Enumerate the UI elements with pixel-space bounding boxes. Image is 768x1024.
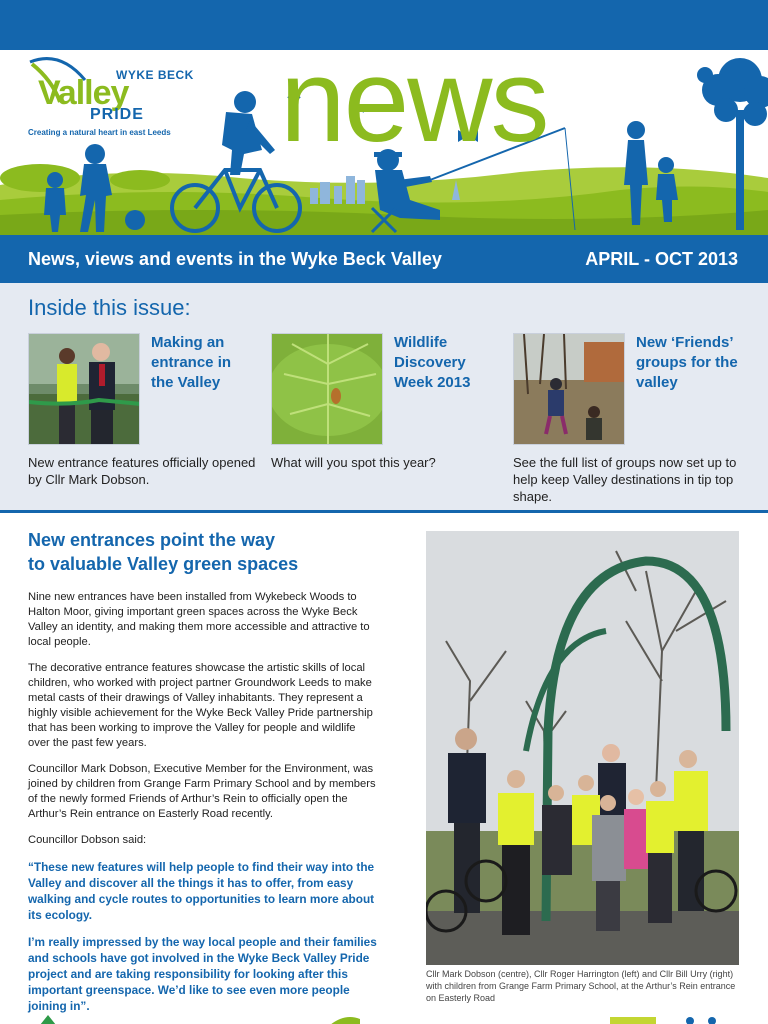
main-article bbox=[28, 528, 380, 1024]
logo-tagline: Creating a natural heart in east Leeds bbox=[28, 128, 171, 137]
inside-this-issue-title: Inside this issue: bbox=[28, 295, 191, 320]
teaser-wildlife-week[interactable] bbox=[271, 333, 501, 503]
article-paragraph: Nine new entrances have been installed from Wykebeck Woods to Halton Moor, giving important green spaces across the Wyke Beck Valley an identity, and making them more accessible and attractive to local people. bbox=[28, 591, 370, 648]
article-paragraph: The decorative entrance features showcase the artistic skills of local children, who worked with project partner Groundwork Leeds to make metal casts of their drawings of Valley inhabitants. They represent a highly visible achievement for the Wyke Beck Valley Pride partnership that has been working to improve the Valley for people and wildlife over the past few years. bbox=[28, 662, 373, 749]
article-quote: “These new features will help people to find their way into the Valley and discover all the things it has to offer, from easy walking and cycle routes to opportunities to learn more about its ecology. bbox=[28, 860, 375, 922]
teaser-wildlife-description: What will you spot this year? bbox=[271, 455, 436, 470]
entrance-opening-photo bbox=[426, 531, 739, 965]
top-color-strip bbox=[0, 0, 768, 50]
masthead-banner bbox=[0, 50, 768, 235]
teaser-wildlife-photo bbox=[271, 333, 383, 445]
footer-partner-logos bbox=[0, 1012, 768, 1024]
teaser-friends-headline[interactable]: New ‘Friends’ groups for the valley bbox=[636, 334, 738, 391]
footer-logo-marks bbox=[0, 1013, 768, 1024]
photo-caption: Cllr Mark Dobson (centre), Cllr Roger Harrington (left) and Cllr Bill Urry (right) with children from Grange Farm Primary School, at the Arthur’s Rein entrance on Easterly Road bbox=[426, 969, 736, 1003]
issue-date: APRIL - OCT 2013 bbox=[585, 249, 738, 269]
section-divider bbox=[0, 510, 768, 513]
teaser-friends-description: See the full list of groups now set up to help keep Valley destinations in tip top shape. bbox=[513, 455, 737, 504]
masthead-news-word: news bbox=[280, 50, 548, 167]
teaser-friends-photo bbox=[513, 333, 625, 445]
article-paragraph: Councillor Dobson said: bbox=[28, 834, 147, 846]
teaser-wildlife-headline[interactable]: Wildlife Discovery Week 2013 bbox=[394, 334, 471, 391]
inside-this-issue-panel bbox=[0, 283, 768, 510]
teaser-entrance-photo bbox=[28, 333, 140, 445]
subhead-bar bbox=[0, 235, 768, 283]
teaser-friends-groups[interactable] bbox=[513, 333, 743, 503]
article-quote: I’m really impressed by the way local people and their families and schools have got involved in the Wyke Beck Valley Pride project and are taking responsibility for looking after this important greenspace. We’d like to see even more people joining in”. bbox=[28, 935, 377, 1013]
article-title-line2: to valuable Valley green spaces bbox=[28, 554, 299, 574]
logo-wyke-beck: WYKE BECK bbox=[116, 68, 194, 82]
teaser-entrance-description: New entrance features officially opened by Cllr Mark Dobson. bbox=[28, 455, 256, 487]
article-paragraph: Councillor Mark Dobson, Executive Member for the Environment, was joined by children from Grange Farm Primary School and by members of the newly formed Friends of Arthur’s Rein to officially open the Arthur’s Rein entrance on Easterly Road recently. bbox=[28, 763, 376, 820]
article-title bbox=[28, 528, 380, 576]
wyke-beck-valley-pride-logo bbox=[28, 60, 198, 140]
teaser-entrance[interactable] bbox=[28, 333, 258, 503]
logo-valley: Valley bbox=[38, 74, 129, 112]
teaser-entrance-headline[interactable]: Making an entrance in the Valley bbox=[151, 334, 232, 391]
newsletter-tagline: News, views and events in the Wyke Beck Valley bbox=[28, 249, 442, 269]
article-title-line1: New entrances point the way bbox=[28, 530, 276, 550]
logo-pride: PRIDE bbox=[90, 106, 144, 123]
